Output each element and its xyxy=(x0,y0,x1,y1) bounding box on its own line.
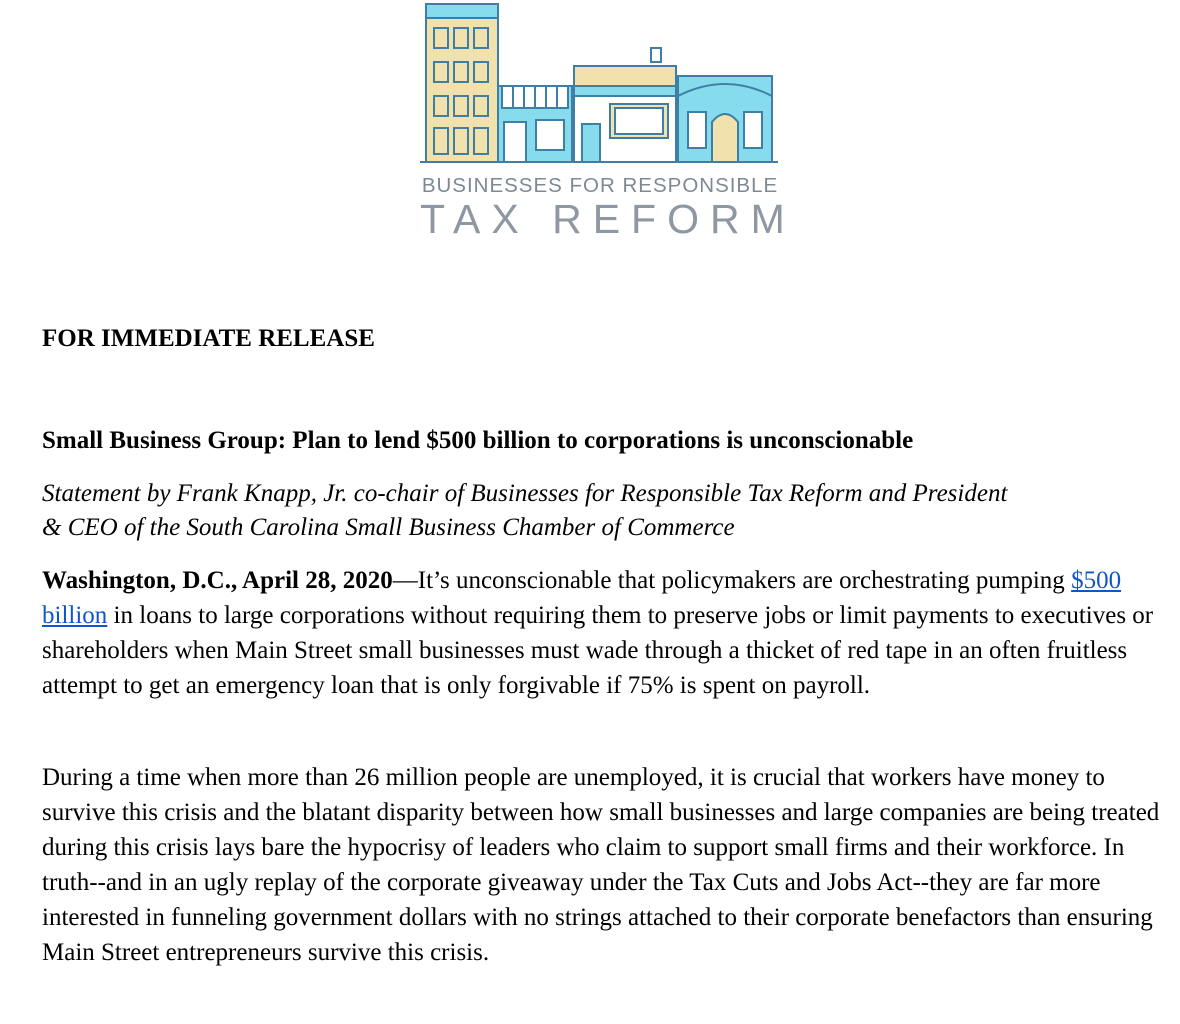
paragraph-1-text-b: in loans to large corporations without requiring them to preserve jobs or limit payments to executives or shareholders when Main Street small businesses must wade through a thicket of red tape in an often fruitless attempt to get an emergency loan that is only forgivable if 75% is spent on payroll. xyxy=(42,602,1154,699)
headline: Small Business Group: Plan to lend $500 billion to corporations is unconscionable xyxy=(42,427,914,454)
release-label: FOR IMMEDIATE RELEASE xyxy=(42,325,375,352)
paragraph-1 xyxy=(42,563,1172,703)
logo-text-line2: TAX REFORM xyxy=(420,196,796,242)
statement-line-2: & CEO of the South Carolina Small Business Chamber of Commerce xyxy=(42,514,735,541)
statement-line-1: Statement by Frank Knapp, Jr. co-chair of Businesses for Responsible Tax Reform and President xyxy=(42,480,1008,507)
logo-text-line1: BUSINESSES FOR RESPONSIBLE xyxy=(421,174,779,197)
storefront-buildings-icon xyxy=(420,0,780,170)
500-billion-link[interactable]: $500 billion xyxy=(42,567,1122,629)
dateline: Washington, D.C., April 28, 2020 xyxy=(42,567,393,594)
paragraph-1-text-a: —It’s unconscionable that policymakers are orchestrating pumping xyxy=(392,567,1072,594)
brtr-logo xyxy=(420,0,796,250)
statement-byline xyxy=(42,477,1172,545)
paragraph-2: During a time when more than 26 million people are unemployed, it is crucial that workers have money to survive this crisis and the blatant disparity between how small businesses and large companies are being treated during this crisis lays bare the hypocrisy of leaders who claim to support small firms and their workforce. In truth--and in an ugly replay of the corporate giveaway under the Tax Cuts and Jobs Act--they are far more interested in funneling government dollars with no strings attached to their corporate benefactors than ensuring Main Street entrepreneurs survive this crisis. xyxy=(42,764,1160,966)
